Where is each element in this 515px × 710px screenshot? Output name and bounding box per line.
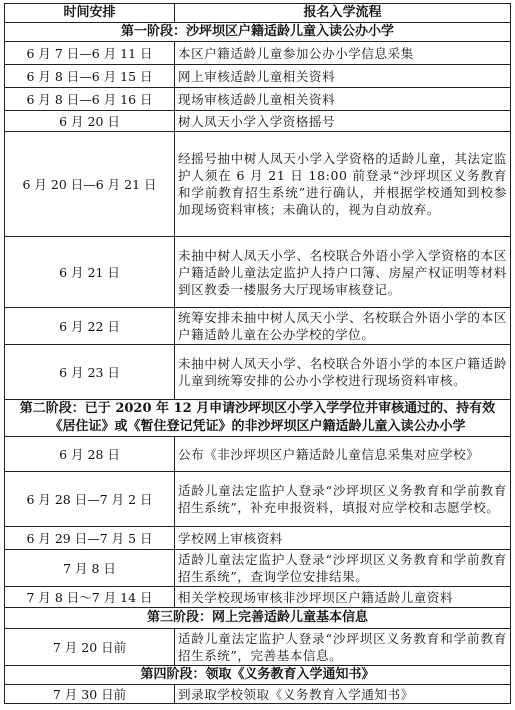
table-row <box>5 587 511 608</box>
row-time: 6 月 28 日 <box>5 437 175 472</box>
row-desc: 未抽中树人凤天小学、名校联合外语小学入学资格的本区户籍适龄儿童法定监护人持户口簿、房屋产权证明等材料到区教委一楼服务大厅现场审核登记。 <box>175 237 511 308</box>
row-time: 7 月 8 日～7 月 14 日 <box>5 587 175 608</box>
header-row <box>5 4 511 23</box>
row-time: 6 月 20 日—6 月 21 日 <box>5 132 175 237</box>
row-time: 6 月 23 日 <box>5 345 175 400</box>
table-row <box>5 111 511 132</box>
row-desc: 统筹安排未抽中树人凤天小学、名校联合外语小学的本区户籍适龄儿童在公办学校的学位。 <box>175 308 511 345</box>
row-desc: 学校网上审核资料 <box>175 527 511 550</box>
row-time: 6 月 7 日—6 月 11 日 <box>5 42 175 65</box>
row-time: 6 月 8 日—6 月 15 日 <box>5 65 175 88</box>
header-time: 时间安排 <box>5 4 175 23</box>
table-row <box>5 527 511 550</box>
row-desc: 现场审核适龄儿童相关资料 <box>175 88 511 111</box>
row-desc: 未抽中树人凤天小学、名校联合外语小学的本区户籍适龄儿童到统筹安排的公办小学校进行现场资料审核。 <box>175 345 511 400</box>
row-desc: 适龄儿童法定监护人登录“沙坪坝区义务教育和学前教育招生系统”，补充申报资料，填报对应学校和志愿学校。 <box>175 472 511 527</box>
stage1-title: 第一阶段：沙坪坝区户籍适龄儿童入读公办小学 <box>5 23 511 42</box>
row-time: 6 月 22 日 <box>5 308 175 345</box>
stage2-title: 第二阶段：已于 2020 年 12 月申请沙坪坝区小学入学学位并审核通过的、持有效《居住证》或《暂住登记凭证》的非沙坪坝区户籍适龄儿童入读公办小学 <box>5 400 511 437</box>
table-row <box>5 88 511 111</box>
table-row <box>5 685 511 704</box>
row-desc: 适龄儿童法定监护人登录“沙坪坝区义务教育和学前教育招生系统”，查询学位安排结果。 <box>175 550 511 587</box>
row-time: 7 月 30 日前 <box>5 685 175 704</box>
stage3-title: 第三阶段：网上完善适龄儿童基本信息 <box>5 608 511 629</box>
table-row <box>5 42 511 65</box>
header-process: 报名入学流程 <box>175 4 511 23</box>
stage-row <box>5 400 511 437</box>
row-desc: 网上审核适龄儿童相关资料 <box>175 65 511 88</box>
row-desc: 公布《非沙坪坝区户籍适龄儿童信息采集对应学校》 <box>175 437 511 472</box>
row-desc: 到录取学校领取《义务教育入学通知书》 <box>175 685 511 704</box>
table-row <box>5 308 511 345</box>
row-time: 6 月 29 日—7 月 5 日 <box>5 527 175 550</box>
table-row <box>5 65 511 88</box>
row-time: 7 月 20 日前 <box>5 629 175 666</box>
schedule-table <box>4 3 511 704</box>
row-time: 6 月 8 日—6 月 16 日 <box>5 88 175 111</box>
row-time: 6 月 21 日 <box>5 237 175 308</box>
row-desc: 相关学校现场审核非沙坪坝区户籍适龄儿童资料 <box>175 587 511 608</box>
row-desc: 适龄儿童法定监护人登录“沙坪坝区义务教育和学前教育招生系统”，完善基本信息。 <box>175 629 511 666</box>
table-row <box>5 237 511 308</box>
row-desc: 经摇号抽中树人凤天小学入学资格的适龄儿童，其法定监护人须在 6 月 21 日 18:00 前登录“沙坪坝区义务教育和学前教育招生系统”进行确认，并根据学校通知到校参加现场资料审核；未确认的，视为自动放弃。 <box>175 132 511 237</box>
table-row <box>5 132 511 237</box>
table-row <box>5 437 511 472</box>
enrollment-schedule <box>4 3 510 704</box>
row-desc: 本区户籍适龄儿童参加公办小学信息采集 <box>175 42 511 65</box>
row-time: 6 月 20 日 <box>5 111 175 132</box>
table-row <box>5 345 511 400</box>
stage-row <box>5 608 511 629</box>
stage-row <box>5 23 511 42</box>
stage-row <box>5 666 511 685</box>
row-desc: 树人凤天小学入学资格摇号 <box>175 111 511 132</box>
table-row <box>5 550 511 587</box>
stage4-title: 第四阶段：领取《义务教育入学通知书》 <box>5 666 511 685</box>
table-row <box>5 629 511 666</box>
row-time: 6 月 28 日—7 月 2 日 <box>5 472 175 527</box>
row-time: 7 月 8 日 <box>5 550 175 587</box>
table-row <box>5 472 511 527</box>
